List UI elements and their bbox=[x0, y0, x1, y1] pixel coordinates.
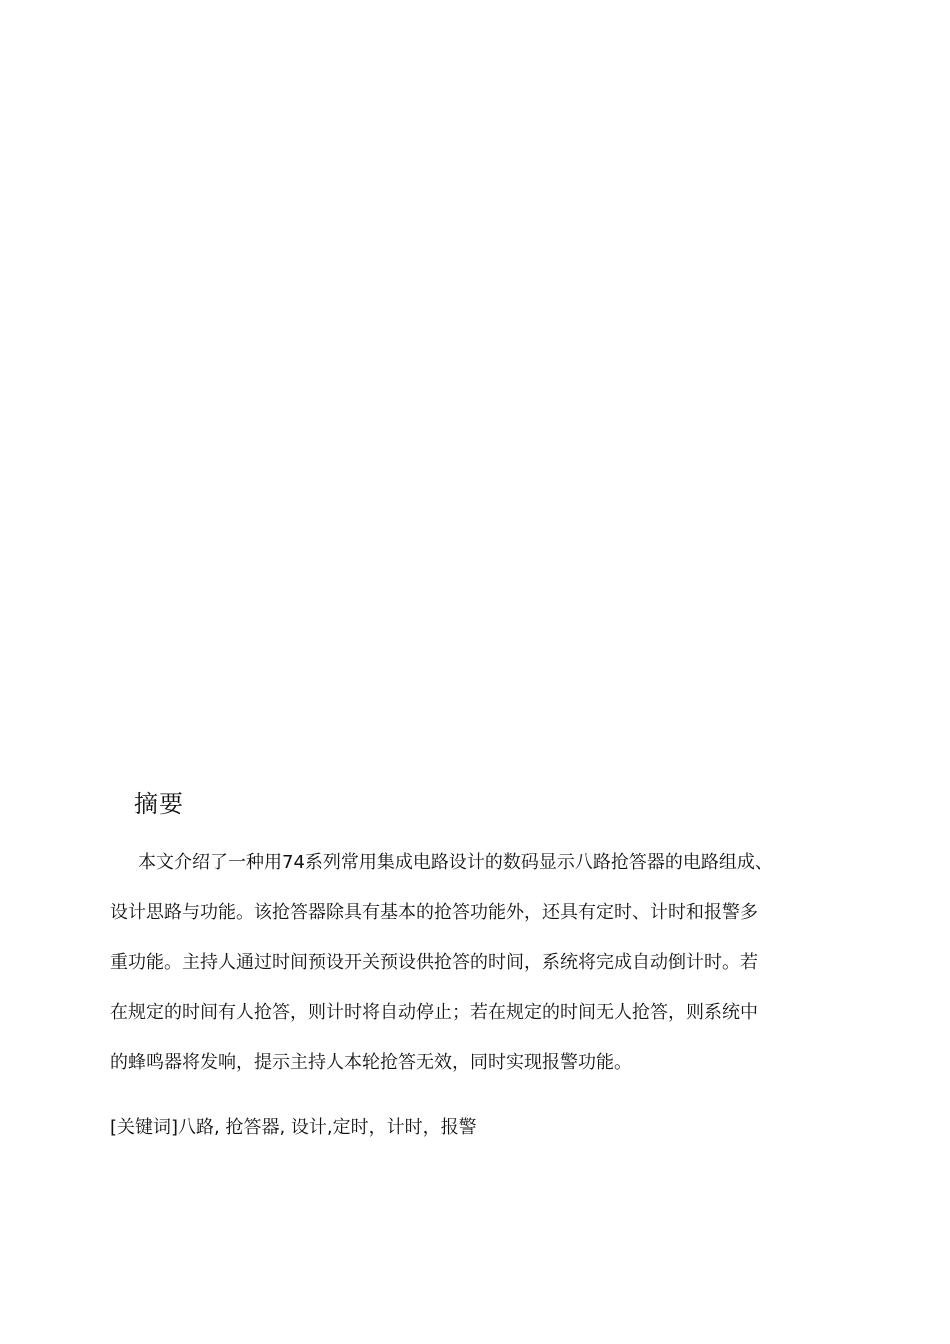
abstract-heading: 摘要 bbox=[134, 790, 184, 818]
abstract-line: 的蜂鸣器将发响，提示主持人本轮抢答无效，同时实现报警功能。 bbox=[110, 1052, 632, 1073]
keywords-line: [关键词]八路, 抢答器, 设计,定时，计时，报警 bbox=[110, 1117, 477, 1138]
abstract-line: 重功能。主持人通过时间预设开关预设供抢答的时间，系统将完成自动倒计时。若 bbox=[110, 952, 758, 973]
abstract-line: 设计思路与功能。该抢答器除具有基本的抢答功能外，还具有定时、计时和报警多 bbox=[110, 902, 758, 923]
abstract-paragraph bbox=[110, 852, 814, 1102]
abstract-line: 在规定的时间有人抢答，则计时将自动停止；若在规定的时间无人抢答，则系统中 bbox=[110, 1002, 758, 1023]
abstract-line: 本文介绍了一种用74系列常用集成电路设计的数码显示八路抢答器的电路组成、 bbox=[138, 852, 773, 873]
